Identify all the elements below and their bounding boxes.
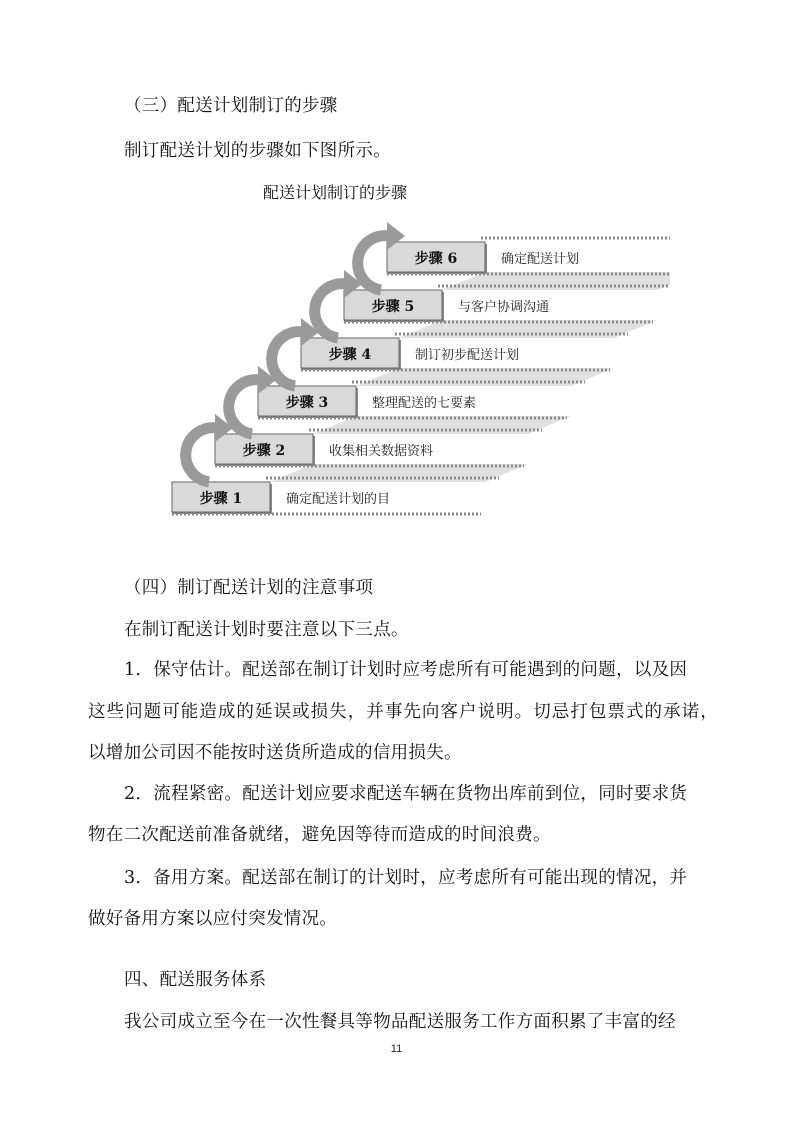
step-description: 与客户协调沟通 [458, 300, 550, 315]
curved-arrow-icon [186, 428, 217, 482]
page-number: 11 [390, 1043, 403, 1055]
step-label: 步骤 6 [414, 251, 458, 267]
curved-arrow-icon [315, 284, 346, 338]
step-description: 制订初步配送计划 [415, 348, 520, 363]
step-label: 步骤 2 [242, 443, 286, 459]
diagram-title: 配送计划制订的步骤 [262, 183, 408, 202]
list-item-line: 2．流程紧密。配送计划应要求配送车辆在货物出库前到位，同时要求货 [124, 784, 688, 804]
list-item-line: 3．备用方案。配送部在制订的计划时，应考虑所有可能出现的情况，并 [124, 868, 688, 888]
paragraph: 我公司成立至今在一次性餐具等物品配送服务工作方面积累了丰富的经 [124, 1012, 676, 1032]
step-description: 收集相关数据资料 [329, 444, 434, 459]
step-label: 步骤 5 [371, 299, 415, 315]
section-heading: （四）制订配送计划的注意事项 [124, 578, 374, 598]
step-label: 步骤 4 [328, 347, 372, 363]
step-label: 步骤 1 [199, 491, 243, 507]
steps-diagram [150, 170, 670, 520]
curved-arrow-icon [358, 236, 389, 290]
step-description: 确定配送计划 [501, 252, 580, 267]
section-heading: （三）配送计划制订的步骤 [124, 96, 338, 116]
list-item-line: 物在二次配送前准备就绪，避免因等待而造成的时间浪费。 [88, 825, 551, 845]
curved-arrow-icon [229, 380, 260, 434]
section-heading: 四、配送服务体系 [124, 970, 267, 990]
list-item-line: 以增加公司因不能按时送货所造成的信用损失。 [88, 743, 462, 763]
list-item-line: 做好备用方案以应付突发情况。 [88, 909, 338, 929]
step-description: 整理配送的七要素 [372, 396, 477, 411]
curved-arrow-icon [272, 332, 303, 386]
paragraph: 在制订配送计划时要注意以下三点。 [124, 620, 409, 640]
step-label: 步骤 3 [285, 395, 329, 411]
list-item-line: 1．保守估计。配送部在制订计划时应考虑所有可能遇到的问题，以及因 [124, 660, 688, 680]
list-item-line: 这些问题可能造成的延误或损失，并事先向客户说明。切忌打包票式的承诺， [88, 702, 718, 722]
paragraph: 制订配送计划的步骤如下图所示。 [124, 141, 391, 161]
step-description: 确定配送计划的目 [286, 492, 391, 507]
